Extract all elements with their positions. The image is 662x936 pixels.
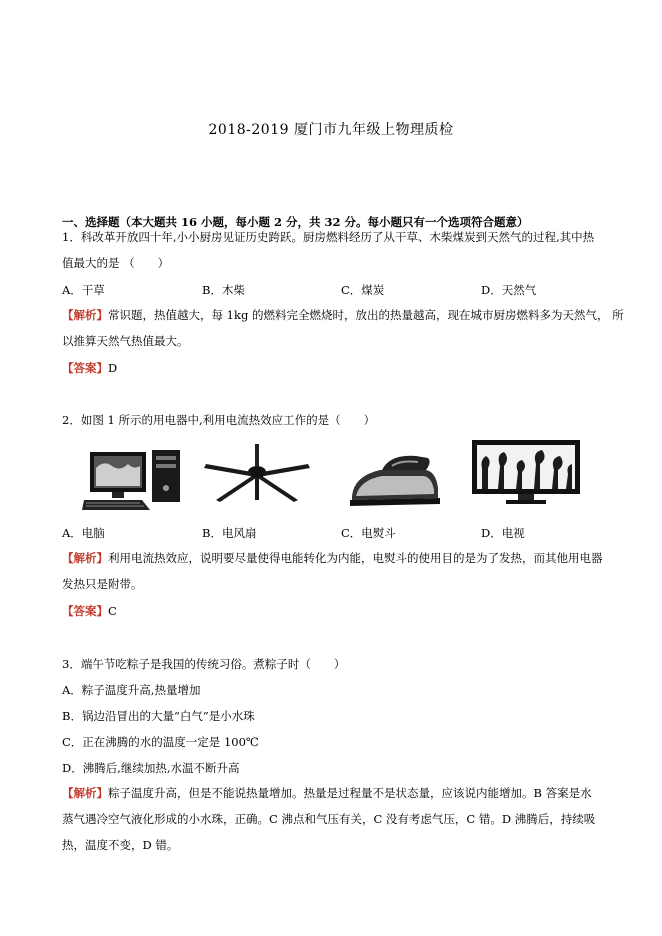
answer-tag: 【答案】 bbox=[62, 604, 108, 618]
q1-option-d: D．天然气 bbox=[481, 283, 537, 297]
q3-option-b: B．锅边沿冒出的大量“白气”是小水珠 bbox=[62, 709, 255, 723]
q3-analysis-text: 粽子温度升高，但是不能说热量增加。热量是过程量不是状态量，应该说内能增加。B 答案是水 bbox=[108, 786, 592, 800]
q2-option-b: B．电风扇 bbox=[202, 526, 257, 540]
analysis-tag: 【解析】 bbox=[62, 308, 108, 322]
q1-option-b: B．木柴 bbox=[202, 283, 245, 297]
q3-analysis-line3: 热，温度不变，D 错。 bbox=[62, 838, 179, 852]
q1-option-a: A．干草 bbox=[62, 283, 105, 297]
q3-stem: 3．端午节吃粽子是我国的传统习俗。煮粽子时（ ） bbox=[62, 657, 346, 671]
q1-option-c: C．煤炭 bbox=[341, 283, 385, 297]
q1-answer-value: D bbox=[108, 361, 118, 375]
q1-answer bbox=[62, 360, 117, 376]
q1-analysis-line1 bbox=[62, 307, 624, 323]
q2-option-c: C．电熨斗 bbox=[341, 526, 396, 540]
iron-image bbox=[346, 448, 442, 510]
analysis-tag: 【解析】 bbox=[62, 551, 108, 565]
q3-analysis-line1 bbox=[62, 785, 592, 801]
q3-option-a: A．粽子温度升高,热量增加 bbox=[62, 683, 201, 697]
q1-stem-line1: 1．科改革开放四十年,小小厨房见证历史跨跃。厨房燃料经历了从干草、木柴煤炭到天然气的过程,其中热 bbox=[62, 230, 595, 244]
q2-option-a: A．电脑 bbox=[62, 526, 105, 540]
computer-image bbox=[82, 448, 190, 516]
q2-analysis-text: 利用电流热效应，说明要尽量使得电能转化为内能，电熨斗的使用目的是为了发热，而其他用电器 bbox=[108, 551, 603, 565]
tv-image bbox=[470, 438, 582, 506]
q2-analysis-line2: 发热只是附带。 bbox=[62, 577, 143, 591]
section-header: 一、选择题（本大题共 16 小题，每小题 2 分，共 32 分。每小题只有一个选项符合题意） bbox=[62, 215, 529, 229]
q1-stem-line2: 值最大的是 （ ） bbox=[62, 256, 170, 270]
q3-option-d: D．沸腾后,继续加热,水温不断升高 bbox=[62, 761, 240, 775]
q3-option-c: C．正在沸腾的水的温度一定是 100℃ bbox=[62, 735, 259, 749]
page-title: 2018-2019 厦门市九年级上物理质检 bbox=[208, 122, 454, 138]
q2-analysis-line1 bbox=[62, 550, 603, 566]
fan-image bbox=[202, 444, 312, 506]
q2-option-d: D．电视 bbox=[481, 526, 525, 540]
q2-stem: 2．如图 1 所示的用电器中,利用电流热效应工作的是（ ） bbox=[62, 413, 376, 427]
q2-answer-value: C bbox=[108, 604, 117, 618]
q3-analysis-line2: 蒸气遇冷空气液化形成的小水珠，正确。C 沸点和气压有关，C 没有考虑气压，C 错。D 沸腾后，持续吸 bbox=[62, 812, 596, 826]
analysis-tag: 【解析】 bbox=[62, 786, 108, 800]
q2-answer bbox=[62, 603, 117, 619]
q1-analysis-text: 常识题，热值越大，每 1kg 的燃料完全燃烧时，放出的热量越高，现在城市厨房燃料多为天然气， 所 bbox=[108, 308, 624, 322]
answer-tag: 【答案】 bbox=[62, 361, 108, 375]
q1-analysis-line2: 以推算天然气热值最大。 bbox=[62, 334, 189, 348]
